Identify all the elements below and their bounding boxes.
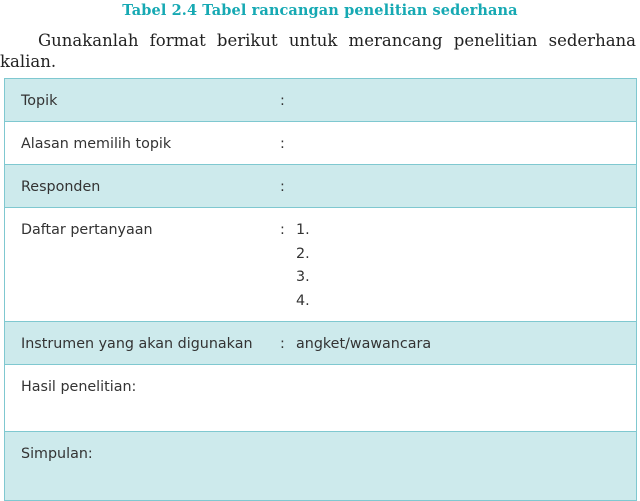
research-design-table xyxy=(4,78,637,501)
colon-separator: : xyxy=(280,179,285,195)
row-content xyxy=(5,208,636,316)
row-value-empty[interactable] xyxy=(296,136,620,152)
row-content xyxy=(5,122,636,152)
colon-separator: : xyxy=(280,93,285,109)
row-label: Alasan memilih topik xyxy=(21,136,172,152)
table-cell xyxy=(5,365,637,432)
table-cell xyxy=(5,322,637,365)
table-cell xyxy=(5,122,637,165)
colon-separator: : xyxy=(280,336,285,352)
row-content[interactable] xyxy=(5,365,636,395)
list-item[interactable]: 4. xyxy=(296,292,310,309)
intro-paragraph xyxy=(0,30,636,72)
table-row-alasan xyxy=(5,122,637,165)
table-caption: Tabel 2.4 Tabel rancangan penelitian sederhana xyxy=(122,2,518,19)
row-value-empty[interactable] xyxy=(296,179,620,195)
row-value: angket/wawancara xyxy=(296,336,432,352)
table-row-responden xyxy=(5,165,637,208)
table-row-simpulan xyxy=(5,432,637,501)
table-cell xyxy=(5,79,637,122)
list-item[interactable]: 3. xyxy=(296,269,310,285)
row-label: Responden xyxy=(21,179,101,195)
row-label: Daftar pertanyaan xyxy=(21,222,153,238)
row-content xyxy=(5,165,636,195)
row-label: Instrumen yang akan digunakan xyxy=(21,336,253,352)
question-list xyxy=(296,222,620,316)
row-label: Simpulan: xyxy=(21,446,93,462)
colon-separator: : xyxy=(280,222,285,238)
row-value-empty[interactable] xyxy=(296,93,620,109)
table-cell xyxy=(5,208,637,322)
list-item[interactable]: 2. xyxy=(296,245,310,262)
row-content[interactable] xyxy=(5,432,636,462)
intro-text: Gunakanlah format berikut untuk merancang penelitian sederhana kalian. xyxy=(0,31,636,71)
row-label: Topik xyxy=(21,93,58,109)
colon-separator: : xyxy=(280,136,285,152)
table-row-instrumen xyxy=(5,322,637,365)
table-row-daftar-pertanyaan xyxy=(5,208,637,322)
table-row-topik xyxy=(5,79,637,122)
table-row-hasil xyxy=(5,365,637,432)
row-content xyxy=(5,79,636,109)
row-label: Hasil penelitian: xyxy=(21,379,137,395)
table-cell xyxy=(5,165,637,208)
row-content xyxy=(5,322,636,352)
list-item[interactable]: 1. xyxy=(296,222,310,238)
row-value xyxy=(296,222,620,316)
table-cell xyxy=(5,432,637,501)
